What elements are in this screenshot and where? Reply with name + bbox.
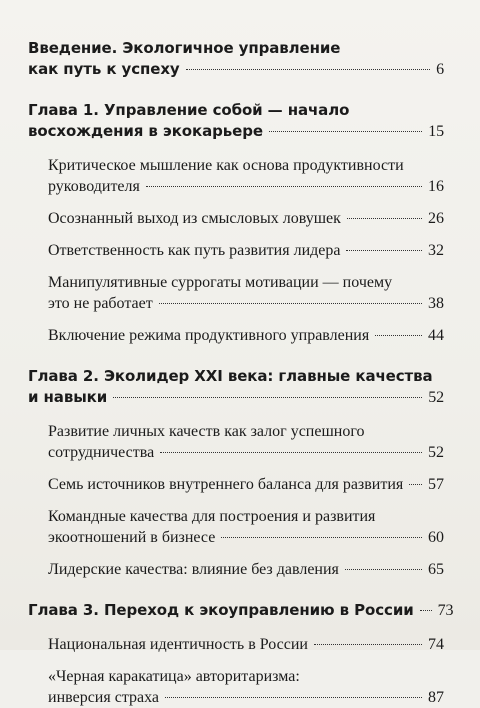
toc-entry-section[interactable] — [48, 474, 444, 495]
page-number: 6 — [436, 61, 444, 78]
toc-entry-section[interactable] — [48, 325, 444, 346]
dot-leader — [420, 610, 432, 611]
page-number: 38 — [428, 295, 444, 312]
page-number: 52 — [428, 389, 444, 406]
entry-title-line: Национальная идентичность в России — [48, 636, 308, 653]
entry-title-line: Включение режима продуктивного управления — [48, 327, 370, 344]
entry-title-line: это не работает — [48, 295, 153, 312]
entry-title-line: Критическое мышление как основа продуктивности — [48, 157, 404, 174]
toc-entry-section[interactable] — [48, 155, 444, 197]
page-number: 60 — [428, 529, 444, 546]
dot-leader — [113, 397, 422, 398]
page-number: 26 — [428, 210, 444, 227]
entry-title-line: Глава 3. Переход к экоуправлению в России — [28, 601, 414, 619]
entry-title-line: Глава 2. Эколидер XXI века: главные качества — [28, 367, 433, 385]
page-number: 74 — [428, 636, 444, 653]
entry-title-line: инверсия страха — [48, 689, 159, 706]
page-number: 44 — [428, 327, 444, 344]
dot-leader — [160, 452, 422, 453]
page-number: 57 — [428, 476, 444, 493]
toc-entry-chapter-1[interactable] — [28, 100, 444, 142]
toc-entry-intro[interactable] — [28, 38, 444, 80]
dot-leader — [146, 186, 422, 187]
toc-entry-chapter-3[interactable] — [28, 600, 454, 621]
toc-entry-section[interactable] — [48, 634, 444, 655]
dot-leader — [269, 131, 422, 132]
entry-title-line: и навыки — [28, 388, 108, 406]
entry-title-line: экоотношений в бизнесе — [48, 529, 216, 546]
entry-title-line: восхождения в экокарьере — [28, 122, 263, 140]
toc-entry-section[interactable] — [48, 506, 444, 548]
dot-leader — [347, 218, 422, 219]
toc-entry-section[interactable] — [48, 208, 444, 229]
dot-leader — [375, 335, 422, 336]
entry-title-line: Развитие личных качеств как залог успешного — [48, 423, 365, 440]
entry-title-line: Семь источников внутреннего баланса для развития — [48, 476, 404, 493]
page-number: 32 — [428, 242, 444, 259]
dot-leader — [186, 69, 430, 70]
entry-title-line: Глава 1. Управление собой — начало — [28, 101, 350, 119]
table-of-contents — [28, 38, 454, 708]
page-number: 16 — [428, 178, 444, 195]
dot-leader — [314, 644, 422, 645]
dot-leader — [345, 569, 422, 570]
entry-title-line: Введение. Экологичное управление — [28, 39, 341, 57]
toc-entry-section[interactable] — [48, 240, 444, 261]
entry-title-line: Осознанный выход из смысловых ловушек — [48, 210, 341, 227]
toc-entry-chapter-2[interactable] — [28, 366, 444, 408]
entry-title-line: «Черная каракатица» авторитаризма: — [48, 668, 300, 685]
entry-title-line: как путь к успеху — [28, 60, 180, 78]
page-number: 52 — [428, 444, 444, 461]
entry-title-line: Командные качества для построения и развития — [48, 508, 376, 525]
page-number: 15 — [428, 123, 444, 140]
dot-leader — [346, 250, 422, 251]
dot-leader — [409, 484, 422, 485]
page-number: 65 — [428, 561, 444, 578]
toc-entry-section[interactable] — [48, 272, 444, 314]
page-number: 87 — [428, 689, 444, 706]
dot-leader — [165, 697, 422, 698]
toc-entry-section[interactable] — [48, 559, 444, 580]
entry-title-line: руководителя — [48, 178, 140, 195]
entry-title-line: Лидерские качества: влияние без давления — [48, 561, 339, 578]
entry-title-line: сотрудничества — [48, 444, 155, 461]
dot-leader — [221, 537, 422, 538]
dot-leader — [159, 303, 422, 304]
toc-entry-section[interactable] — [48, 666, 444, 708]
entry-title-line: Манипулятивные суррогаты мотивации — почему — [48, 274, 393, 291]
entry-title-line: Ответственность как путь развития лидера — [48, 242, 341, 259]
toc-entry-section[interactable] — [48, 421, 444, 463]
page-number: 73 — [437, 602, 454, 619]
